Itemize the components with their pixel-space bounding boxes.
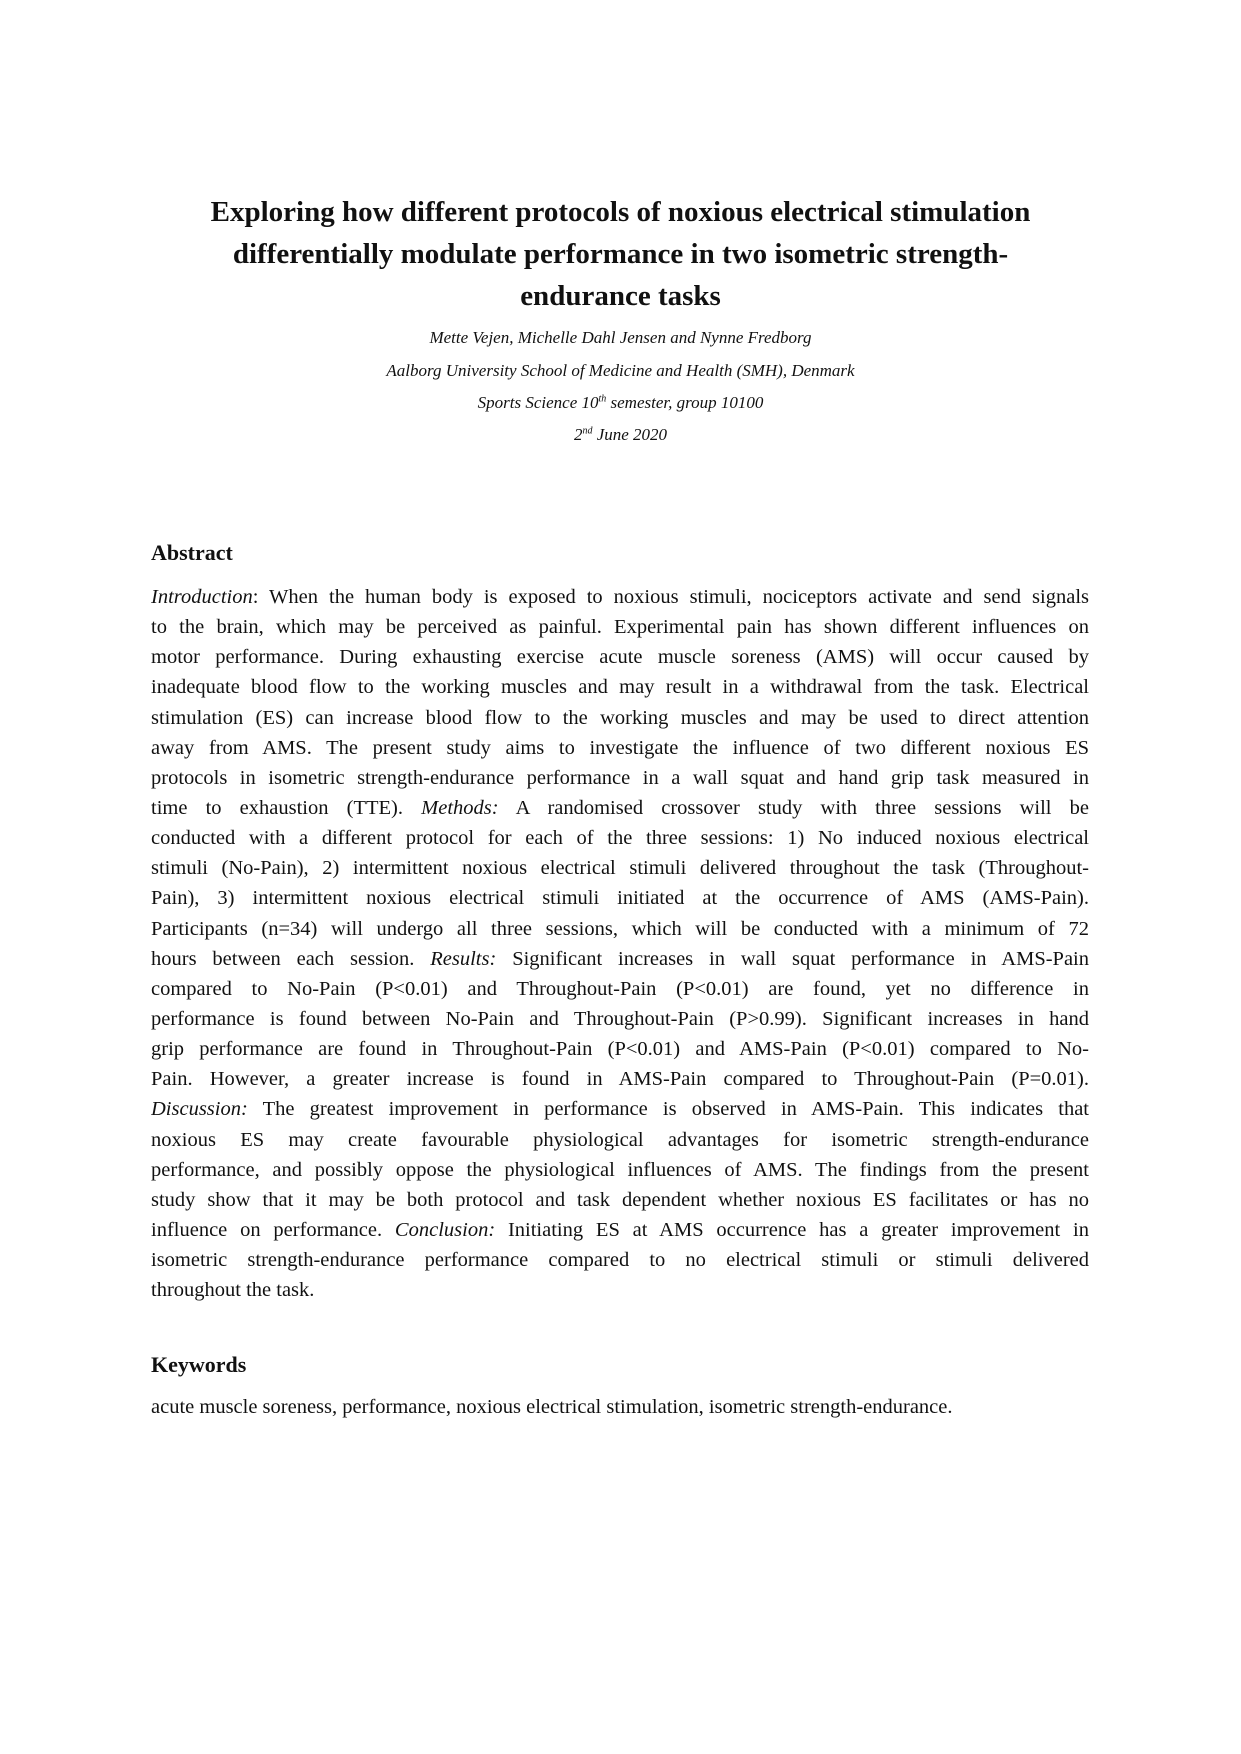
- abstract-line: [151, 672, 1089, 702]
- abstract-text: inadequate blood flow to the working muscles and may result in a withdrawal from the task. Electrical: [151, 676, 1089, 699]
- semester-text: Sports Science 10: [477, 393, 599, 412]
- abstract-line: [151, 944, 1089, 974]
- abstract-text: performance, and possibly oppose the physiological influences of AMS. The findings from the present: [151, 1158, 1089, 1181]
- abstract-text: Pain. However, a greater increase is found in AMS-Pain compared to Throughout-Pain (P=0.01).: [151, 1068, 1089, 1091]
- abstract-text: time to exhaustion (TTE).: [151, 796, 422, 819]
- authors: Mette Vejen, Michelle Dahl Jensen and Nynne Fredborg: [429, 328, 812, 347]
- abstract-text: study show that it may be both protocol and task dependent whether noxious ES facilitates or has no: [151, 1188, 1089, 1211]
- abstract-line: [151, 1125, 1089, 1155]
- abstract-text: grip performance are found in Throughout-Pain (P<0.01) and AMS-Pain (P<0.01) compared to No-: [151, 1038, 1089, 1061]
- abstract-line: [151, 1155, 1089, 1185]
- abstract-text: The greatest improvement in performance is observed in AMS-Pain. This indicates that: [247, 1098, 1089, 1121]
- abstract-text: performance is found between No-Pain and Throughout-Pain (P>0.99). Significant increases in hand: [151, 1007, 1089, 1030]
- title-line-1: Exploring how different protocols of noxious electrical stimulation: [210, 196, 1031, 228]
- abstract-text: to the brain, which may be perceived as painful. Experimental pain has shown different influences on: [151, 616, 1089, 639]
- abstract-text: influence on performance.: [151, 1218, 395, 1241]
- affiliation: Aalborg University School of Medicine and Health (SMH), Denmark: [386, 361, 855, 380]
- abstract-line: [151, 1215, 1089, 1245]
- abstract-text: hours between each session.: [151, 947, 431, 970]
- abstract-text: throughout the task.: [151, 1279, 315, 1302]
- abstract-section-label: Methods:: [421, 796, 499, 819]
- abstract-section-label: Discussion:: [151, 1098, 248, 1121]
- abstract-text: stimuli (No-Pain), 2) intermittent noxious electrical stimuli delivered throughout the task (Throughout-: [151, 857, 1089, 880]
- abstract-line: [151, 642, 1089, 672]
- date-ordinal: nd: [582, 425, 593, 437]
- abstract-text: compared to No-Pain (P<0.01) and Throughout-Pain (P<0.01) are found, yet no difference in: [151, 977, 1089, 1000]
- abstract-line: [151, 612, 1089, 642]
- date-rest: June 2020: [592, 425, 668, 444]
- abstract-line: [151, 974, 1089, 1004]
- abstract-line: [151, 733, 1089, 763]
- abstract-text: protocols in isometric strength-endurance performance in a wall squat and hand grip task measured in: [151, 766, 1089, 789]
- abstract-text: Initiating ES at AMS occurrence has a greater improvement in: [495, 1218, 1089, 1241]
- abstract-line: [151, 1004, 1089, 1034]
- abstract-body: [151, 582, 1089, 1305]
- abstract-line: [151, 1245, 1089, 1275]
- abstract-section-label: Results:: [430, 947, 497, 970]
- keywords-text: acute muscle soreness, performance, noxious electrical stimulation, isometric strength-endurance.: [151, 1396, 953, 1418]
- abstract-line: [151, 1034, 1089, 1064]
- abstract-section-label: Introduction: [151, 586, 253, 608]
- abstract-line: [151, 703, 1089, 733]
- semester-ordinal: th: [598, 393, 607, 405]
- abstract-line: [151, 582, 1089, 612]
- semester-group: [160, 393, 1081, 413]
- abstract-line: [151, 793, 1089, 823]
- abstract-line: [151, 823, 1089, 853]
- abstract-text: Significant increases in wall squat performance in AMS-Pain: [496, 947, 1089, 970]
- abstract-line: [151, 1275, 1089, 1305]
- abstract-heading: Abstract: [151, 540, 233, 565]
- abstract-line: [151, 1185, 1089, 1215]
- abstract-text: noxious ES may create favourable physiological advantages for isometric strength-endurance: [151, 1128, 1089, 1151]
- paper-title: [160, 191, 1081, 317]
- abstract-text: away from AMS. The present study aims to investigate the influence of two different noxious ES: [151, 736, 1089, 759]
- abstract-text: conducted with a different protocol for each of the three sessions: 1) No induced noxious electrical: [151, 827, 1089, 850]
- abstract-line: [151, 853, 1089, 883]
- abstract-line: [151, 763, 1089, 793]
- abstract-text: stimulation (ES) can increase blood flow to the working muscles and may be used to direct attention: [151, 706, 1089, 729]
- abstract-text: : When the human body is exposed to noxious stimuli, nociceptors activate and send signals: [252, 586, 1089, 608]
- keywords-heading: Keywords: [151, 1352, 247, 1377]
- abstract-text: A randomised crossover study with three sessions will be: [498, 796, 1089, 819]
- semester-rest: semester, group 10100: [606, 393, 764, 412]
- date-day: 2: [573, 425, 583, 444]
- title-line-3: endurance tasks: [520, 280, 721, 312]
- abstract-text: Pain), 3) intermittent noxious electrical stimuli initiated at the occurrence of AMS (AMS-Pain).: [151, 887, 1089, 910]
- abstract-line: [151, 1064, 1089, 1094]
- abstract-text: isometric strength-endurance performance compared to no electrical stimuli or stimuli delivered: [151, 1249, 1089, 1272]
- date: [160, 425, 1081, 445]
- abstract-line: [151, 1094, 1089, 1124]
- abstract-text: Participants (n=34) will undergo all three sessions, which will be conducted with a minimum of 72: [151, 917, 1089, 940]
- abstract-section-label: Conclusion:: [394, 1218, 496, 1241]
- title-line-2: differentially modulate performance in two isometric strength-: [232, 238, 1009, 270]
- abstract-line: [151, 914, 1089, 944]
- abstract-text: motor performance. During exhausting exercise acute muscle soreness (AMS) will occur caused by: [151, 646, 1089, 669]
- abstract-line: [151, 883, 1089, 913]
